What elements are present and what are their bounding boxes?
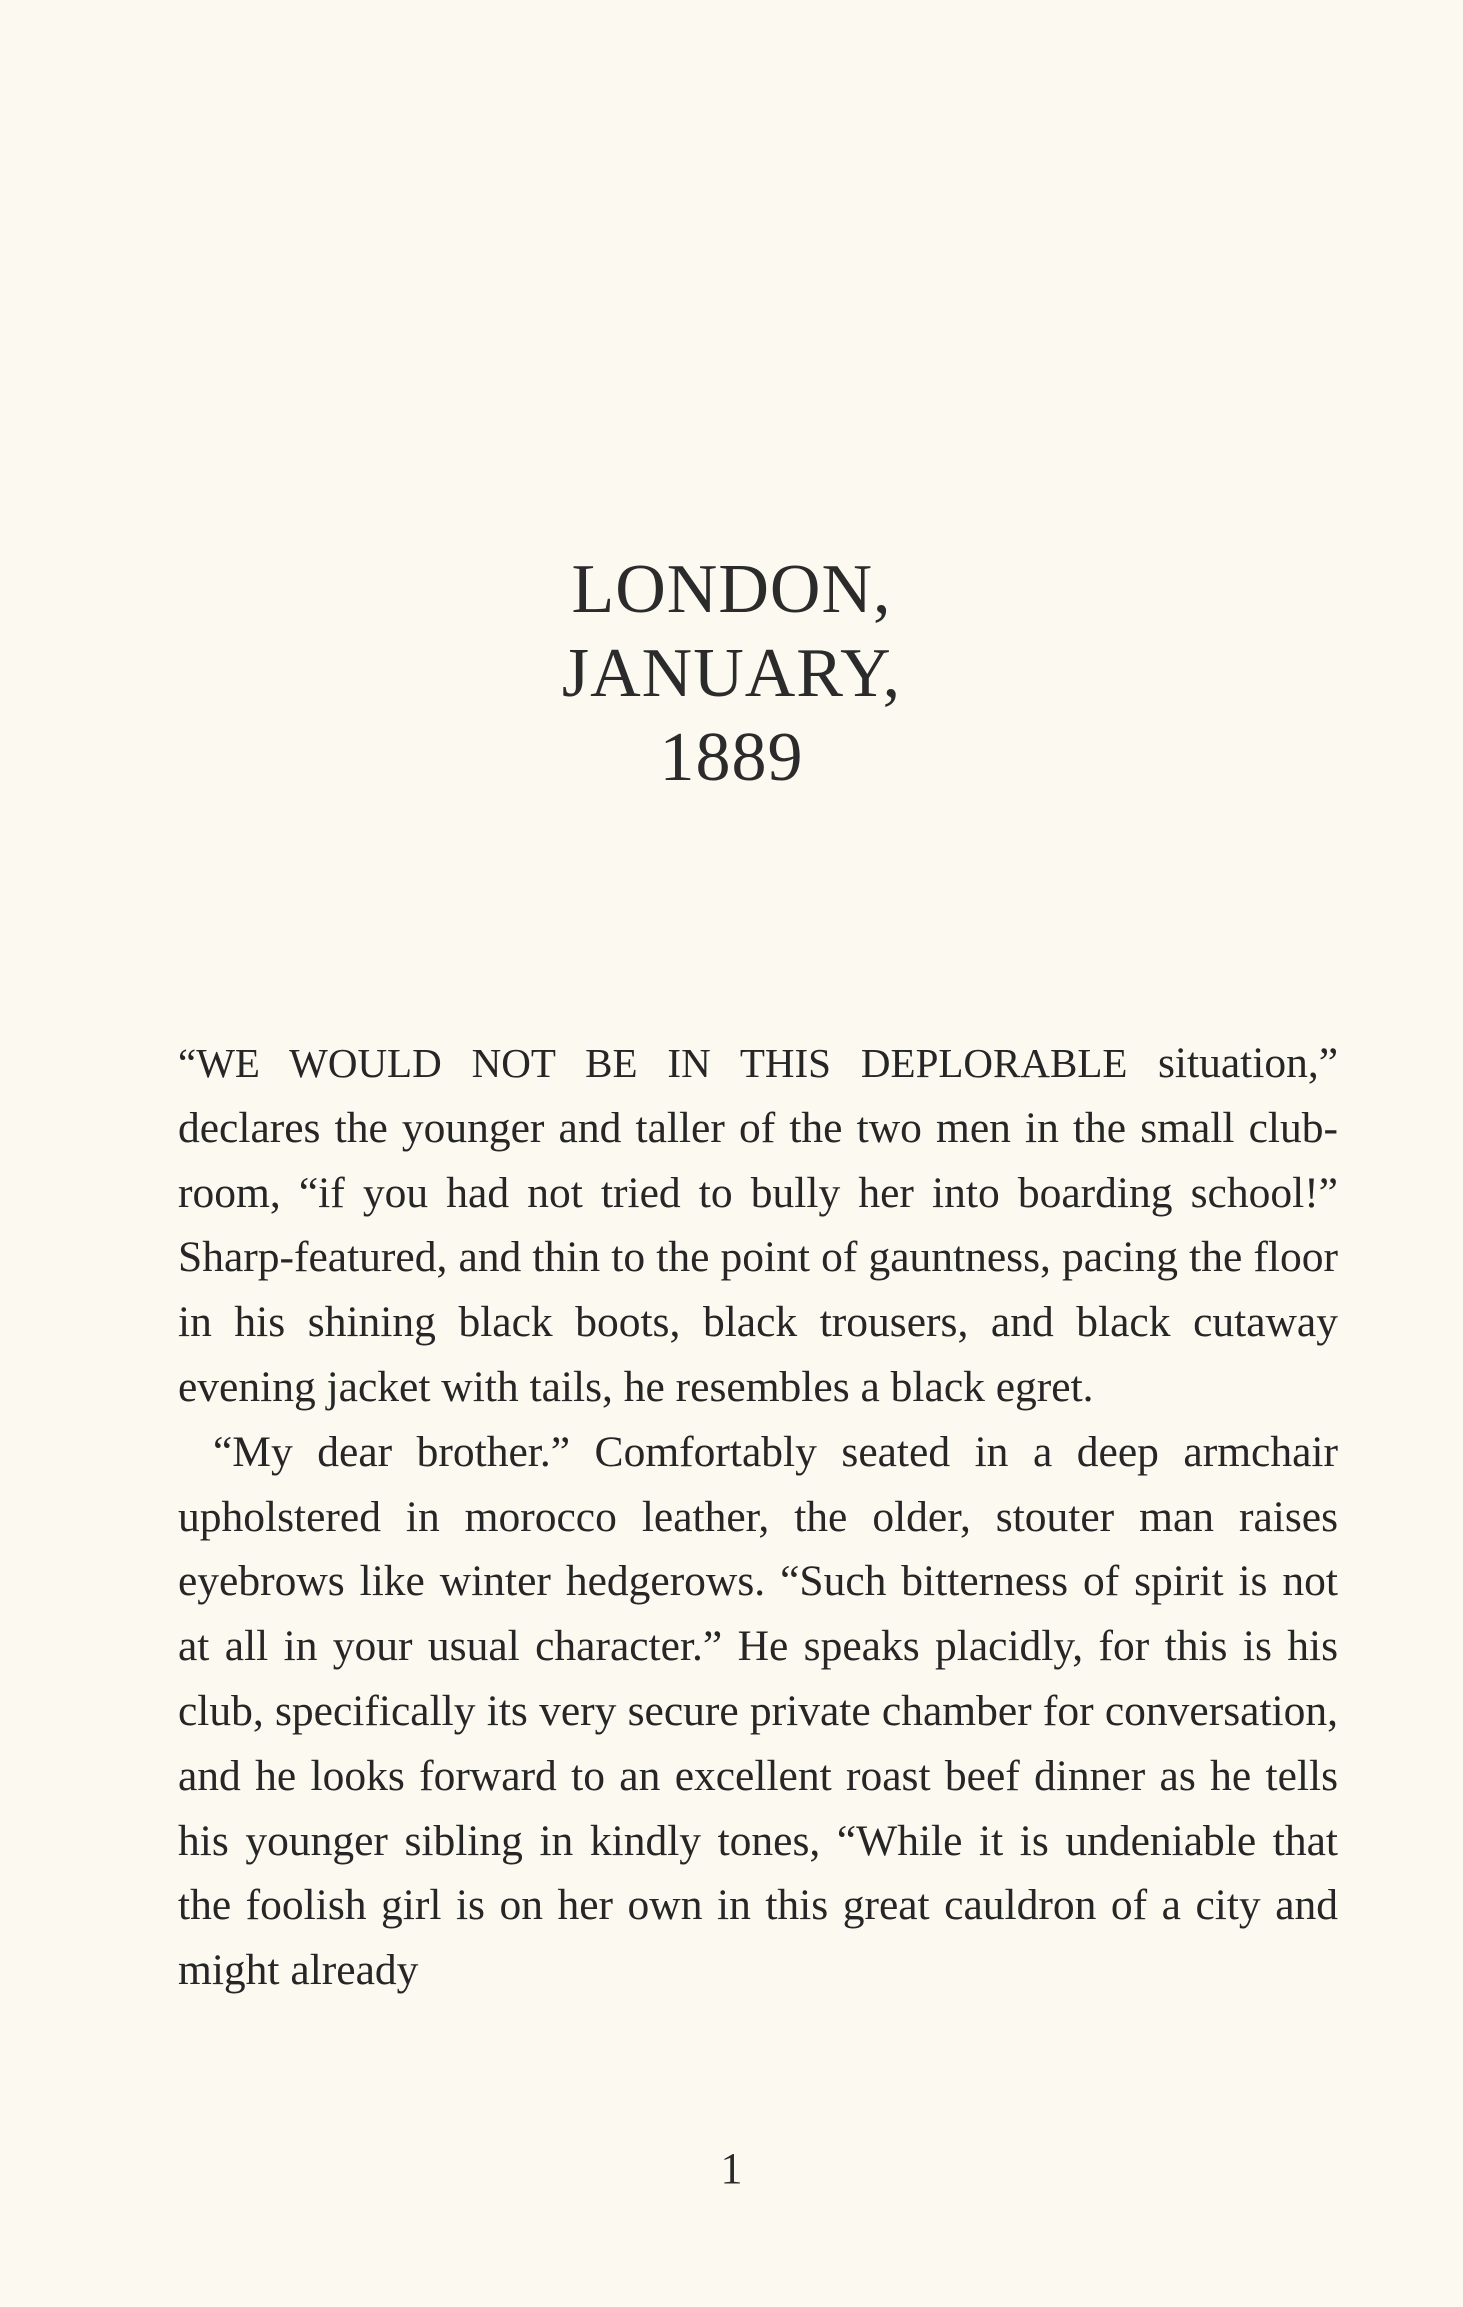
- paragraph-1: [178, 1031, 1338, 1420]
- chapter-title-line-month: JANUARY,: [561, 635, 902, 712]
- chapter-title-line-year: 1889: [659, 719, 804, 796]
- paragraph-2: “My dear brother.” Comfortably seated in a deep armchair upholstered in morocco leather, the older, stouter man raises eyebrows like winter hedgerows. “Such bitterness of spirit is not at all in your usual character.” He speaks placidly, for this is his club, specifically its very secure private chamber for conversation, and he looks forward to an excellent roast beef dinner as he tells his younger sibling in kindly tones, “While it is undeniable that the foolish girl is on her own in this great cauldron of a city and might already: [178, 1427, 1338, 1995]
- page-number: 1: [720, 2144, 743, 2193]
- paragraph-1-lead-caps: “WE WOULD NOT BE IN THIS DEPLORABLE: [178, 1040, 1128, 1086]
- chapter-title: [0, 548, 1463, 800]
- body-text: [178, 1031, 1338, 2003]
- chapter-title-line-place: LONDON,: [571, 551, 892, 628]
- paragraph-1-text: situation,” declares the younger and taller of the two men in the small club-room, “if you had not tried to bully her into boarding school!” Sharp-featured, and thin to the point of gauntness, pacing the floor in his shining black boots, black trousers, and black cutaway evening jacket with tails, he resembles a black egret.: [178, 1039, 1339, 1411]
